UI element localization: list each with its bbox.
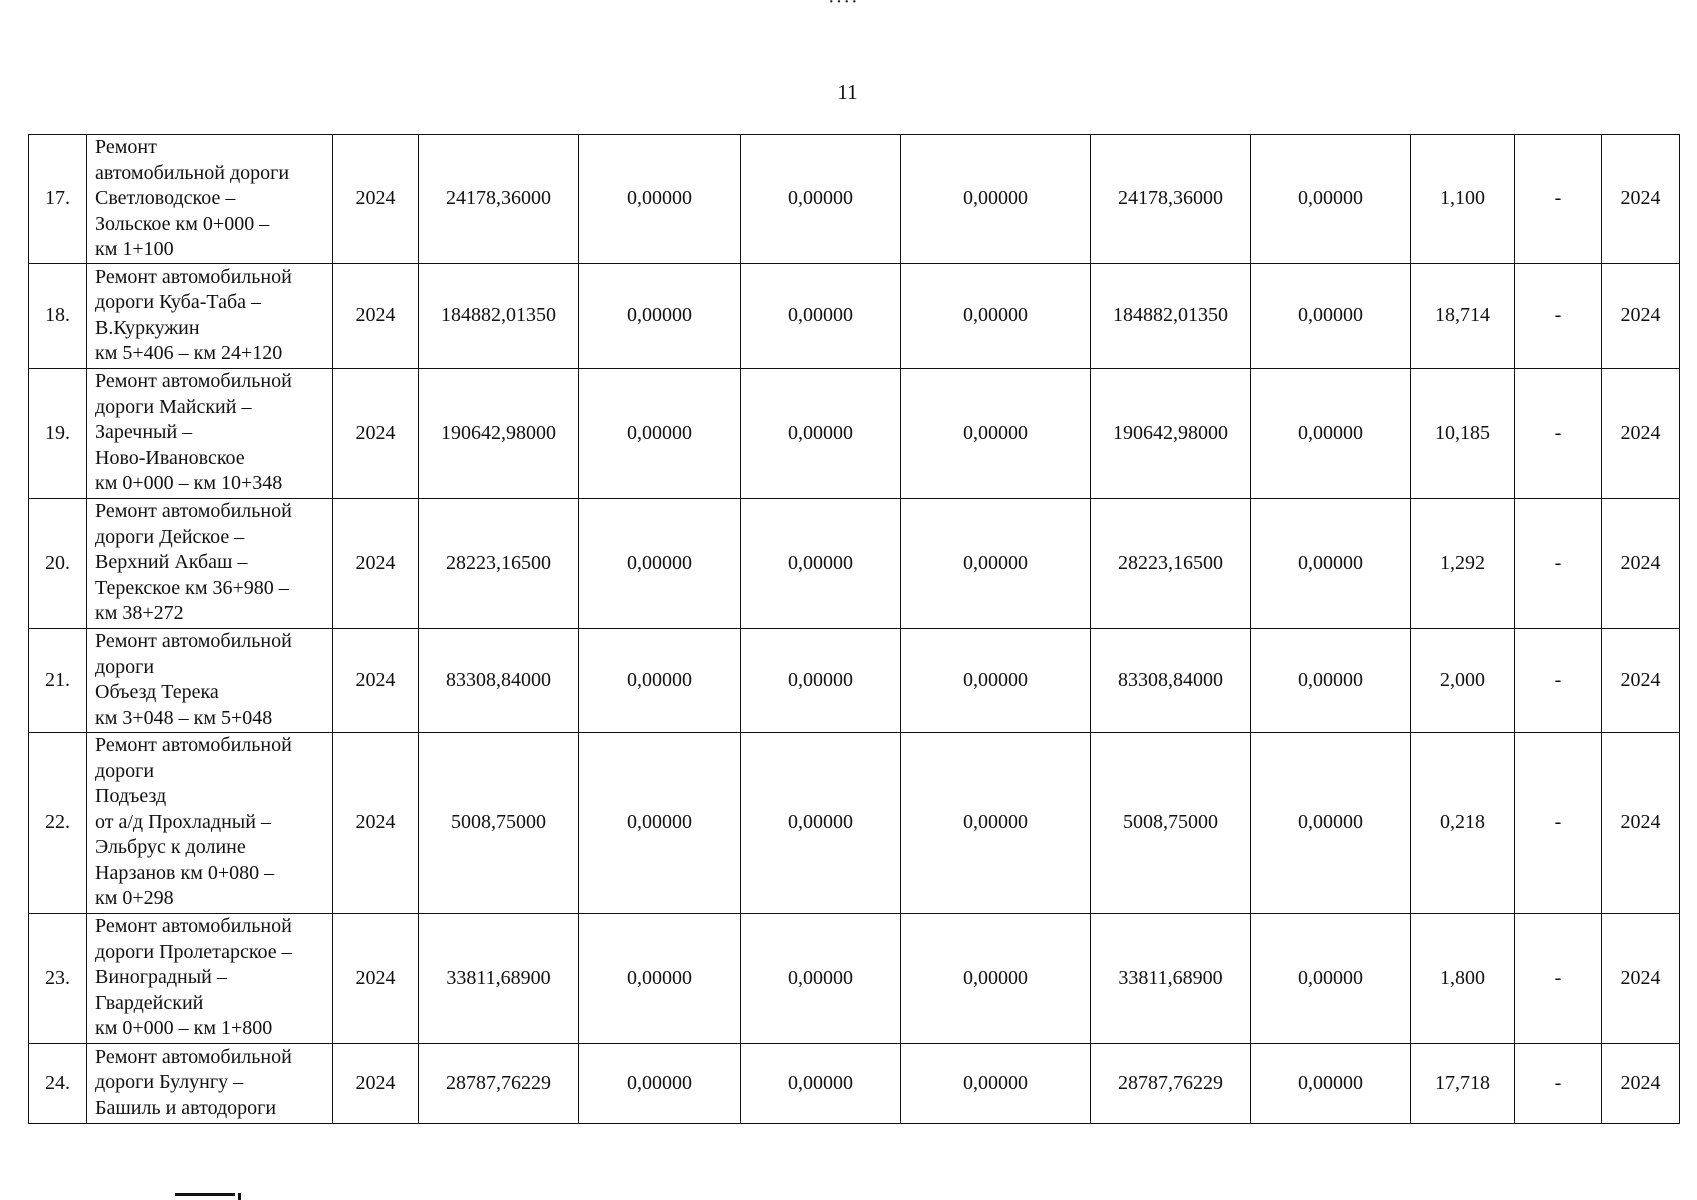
start-year-cell: 2024: [333, 263, 419, 368]
capacity-cell: -: [1515, 1043, 1602, 1123]
road-name-cell: [87, 368, 333, 498]
road-fund-cell: 24178,36000: [1091, 135, 1251, 264]
end-year-cell: 2024: [1602, 368, 1680, 498]
regional-budget-cell: 0,00000: [741, 135, 901, 264]
end-year-cell: 2024: [1602, 913, 1680, 1043]
start-year-cell: 2024: [333, 368, 419, 498]
row-number-cell: 24.: [29, 1043, 87, 1123]
federal-budget-cell: 0,00000: [579, 628, 741, 732]
federal-budget-cell: 0,00000: [579, 368, 741, 498]
row-number-cell: 17.: [29, 135, 87, 264]
end-year-cell: 2024: [1602, 263, 1680, 368]
start-year-cell: 2024: [333, 1043, 419, 1123]
road-name-line: км 3+048 – км 5+048: [95, 706, 273, 729]
road-fund-cell: 28223,16500: [1091, 498, 1251, 628]
road-name-cell: [87, 263, 333, 368]
capacity-cell: -: [1515, 498, 1602, 628]
other-sources-cell: 0,00000: [1251, 135, 1411, 264]
regional-budget-cell: 0,00000: [741, 913, 901, 1043]
road-name-line: Ново-Ивановское: [95, 446, 245, 469]
regional-budget-cell: 0,00000: [741, 263, 901, 368]
capacity-cell: -: [1515, 263, 1602, 368]
end-year-cell: 2024: [1602, 628, 1680, 732]
road-name-cell: [87, 1043, 333, 1123]
row-number-cell: 20.: [29, 498, 87, 628]
federal-budget-cell: 0,00000: [579, 263, 741, 368]
road-name-line: Ремонт: [95, 136, 157, 158]
road-fund-cell: 184882,01350: [1091, 263, 1251, 368]
federal-budget-cell: 0,00000: [579, 732, 741, 913]
other-sources-cell: 0,00000: [1251, 628, 1411, 732]
road-name-cell: [87, 913, 333, 1043]
total-amount-cell: 5008,75000: [419, 732, 579, 913]
capacity-cell: -: [1515, 628, 1602, 732]
regional-budget-cell: 0,00000: [741, 732, 901, 913]
road-name-line: дороги Дейское –: [95, 525, 245, 548]
row-number-cell: 22.: [29, 732, 87, 913]
road-name-line: дороги Куба-Таба –: [95, 291, 262, 313]
road-name-line: Гвардейский: [95, 991, 204, 1014]
local-budget-cell: 0,00000: [901, 732, 1091, 913]
length-km-cell: 10,185: [1411, 368, 1515, 498]
regional-budget-cell: 0,00000: [741, 498, 901, 628]
road-fund-cell: 28787,76229: [1091, 1043, 1251, 1123]
road-repair-table: [28, 134, 1680, 1124]
start-year-cell: 2024: [333, 913, 419, 1043]
road-name-cell: [87, 732, 333, 913]
road-name-line: Виноградный –: [95, 966, 227, 989]
road-name-line: Нарзанов км 0+080 –: [95, 861, 275, 884]
total-amount-cell: 33811,68900: [419, 913, 579, 1043]
table-row: [29, 732, 1680, 913]
road-name-line: дороги Майский –: [95, 395, 252, 418]
footer-mark: [175, 1193, 235, 1196]
total-amount-cell: 24178,36000: [419, 135, 579, 264]
local-budget-cell: 0,00000: [901, 1043, 1091, 1123]
length-km-cell: 1,100: [1411, 135, 1515, 264]
table-row: [29, 913, 1680, 1043]
length-km-cell: 2,000: [1411, 628, 1515, 732]
length-km-cell: 17,718: [1411, 1043, 1515, 1123]
start-year-cell: 2024: [333, 628, 419, 732]
other-sources-cell: 0,00000: [1251, 732, 1411, 913]
total-amount-cell: 184882,01350: [419, 263, 579, 368]
other-sources-cell: 0,00000: [1251, 368, 1411, 498]
road-name-line: Ремонт автомобильной: [95, 500, 292, 523]
road-name-line: Ремонт автомобильной: [95, 265, 292, 288]
road-name-line: дороги: [95, 759, 155, 782]
capacity-cell: -: [1515, 732, 1602, 913]
road-name-line: км 0+298: [95, 887, 174, 910]
table-row: [29, 368, 1680, 498]
page-number: 11: [837, 80, 858, 104]
federal-budget-cell: 0,00000: [579, 135, 741, 264]
end-year-cell: 2024: [1602, 135, 1680, 264]
start-year-cell: 2024: [333, 732, 419, 913]
table-row: [29, 628, 1680, 732]
start-year-cell: 2024: [333, 498, 419, 628]
other-sources-cell: 0,00000: [1251, 1043, 1411, 1123]
total-amount-cell: 28223,16500: [419, 498, 579, 628]
road-name-line: Ремонт автомобильной: [95, 915, 292, 938]
road-name-cell: [87, 135, 333, 264]
road-name-line: Верхний Акбаш –: [95, 551, 248, 574]
federal-budget-cell: 0,00000: [579, 1043, 741, 1123]
local-budget-cell: 0,00000: [901, 913, 1091, 1043]
length-km-cell: 1,800: [1411, 913, 1515, 1043]
road-name-line: Эльбрус к долине: [95, 836, 246, 859]
road-name-line: Ремонт автомобильной: [95, 370, 292, 393]
top-page-fragment: ····: [828, 0, 859, 13]
regional-budget-cell: 0,00000: [741, 1043, 901, 1123]
total-amount-cell: 190642,98000: [419, 368, 579, 498]
table-row: [29, 1043, 1680, 1123]
end-year-cell: 2024: [1602, 732, 1680, 913]
other-sources-cell: 0,00000: [1251, 913, 1411, 1043]
road-fund-cell: 33811,68900: [1091, 913, 1251, 1043]
capacity-cell: -: [1515, 913, 1602, 1043]
start-year-cell: 2024: [333, 135, 419, 264]
row-number-cell: 19.: [29, 368, 87, 498]
road-name-line: дороги Булунгу –: [95, 1071, 244, 1094]
end-year-cell: 2024: [1602, 498, 1680, 628]
other-sources-cell: 0,00000: [1251, 263, 1411, 368]
road-name-line: км 38+272: [95, 602, 184, 625]
row-number-cell: 23.: [29, 913, 87, 1043]
road-name-line: автомобильной дороги: [95, 161, 290, 184]
road-name-line: км 0+000 – км 1+800: [95, 1017, 273, 1040]
road-name-line: Подъезд: [95, 785, 167, 808]
road-name-line: от а/д Прохладный –: [95, 810, 271, 833]
capacity-cell: -: [1515, 135, 1602, 264]
road-fund-cell: 190642,98000: [1091, 368, 1251, 498]
road-name-cell: [87, 628, 333, 732]
total-amount-cell: 28787,76229: [419, 1043, 579, 1123]
local-budget-cell: 0,00000: [901, 628, 1091, 732]
road-name-line: В.Куркужин: [95, 316, 200, 339]
road-name-line: км 0+000 – км 10+348: [95, 472, 283, 495]
road-name-line: Ремонт автомобильной: [95, 1045, 292, 1068]
row-number-cell: 18.: [29, 263, 87, 368]
footer-mark-tick: [238, 1193, 241, 1200]
length-km-cell: 1,292: [1411, 498, 1515, 628]
end-year-cell: 2024: [1602, 1043, 1680, 1123]
length-km-cell: 18,714: [1411, 263, 1515, 368]
road-name-line: Башиль и автодороги: [95, 1096, 277, 1119]
road-name-line: Терекское км 36+980 –: [95, 576, 289, 599]
local-budget-cell: 0,00000: [901, 368, 1091, 498]
road-name-line: Зольское км 0+000 –: [95, 212, 270, 235]
table-row: [29, 263, 1680, 368]
table-row: [29, 135, 1680, 264]
road-name-line: дороги: [95, 655, 155, 678]
other-sources-cell: 0,00000: [1251, 498, 1411, 628]
road-name-line: Светловодское –: [95, 187, 236, 209]
road-name-line: км 5+406 – км 24+120: [95, 342, 283, 364]
capacity-cell: -: [1515, 368, 1602, 498]
road-name-line: Ремонт автомобильной: [95, 630, 292, 652]
road-fund-cell: 5008,75000: [1091, 732, 1251, 913]
road-name-line: км 1+100: [95, 238, 174, 260]
federal-budget-cell: 0,00000: [579, 913, 741, 1043]
road-name-line: Объезд Терека: [95, 681, 219, 703]
local-budget-cell: 0,00000: [901, 498, 1091, 628]
road-name-line: Ремонт автомобильной: [95, 734, 292, 757]
road-fund-cell: 83308,84000: [1091, 628, 1251, 732]
road-name-line: Заречный –: [95, 421, 193, 444]
length-km-cell: 0,218: [1411, 732, 1515, 913]
table-row: [29, 498, 1680, 628]
road-name-line: дороги Пролетарское –: [95, 940, 292, 963]
row-number-cell: 21.: [29, 628, 87, 732]
road-name-cell: [87, 498, 333, 628]
regional-budget-cell: 0,00000: [741, 628, 901, 732]
local-budget-cell: 0,00000: [901, 135, 1091, 264]
regional-budget-cell: 0,00000: [741, 368, 901, 498]
federal-budget-cell: 0,00000: [579, 498, 741, 628]
total-amount-cell: 83308,84000: [419, 628, 579, 732]
local-budget-cell: 0,00000: [901, 263, 1091, 368]
